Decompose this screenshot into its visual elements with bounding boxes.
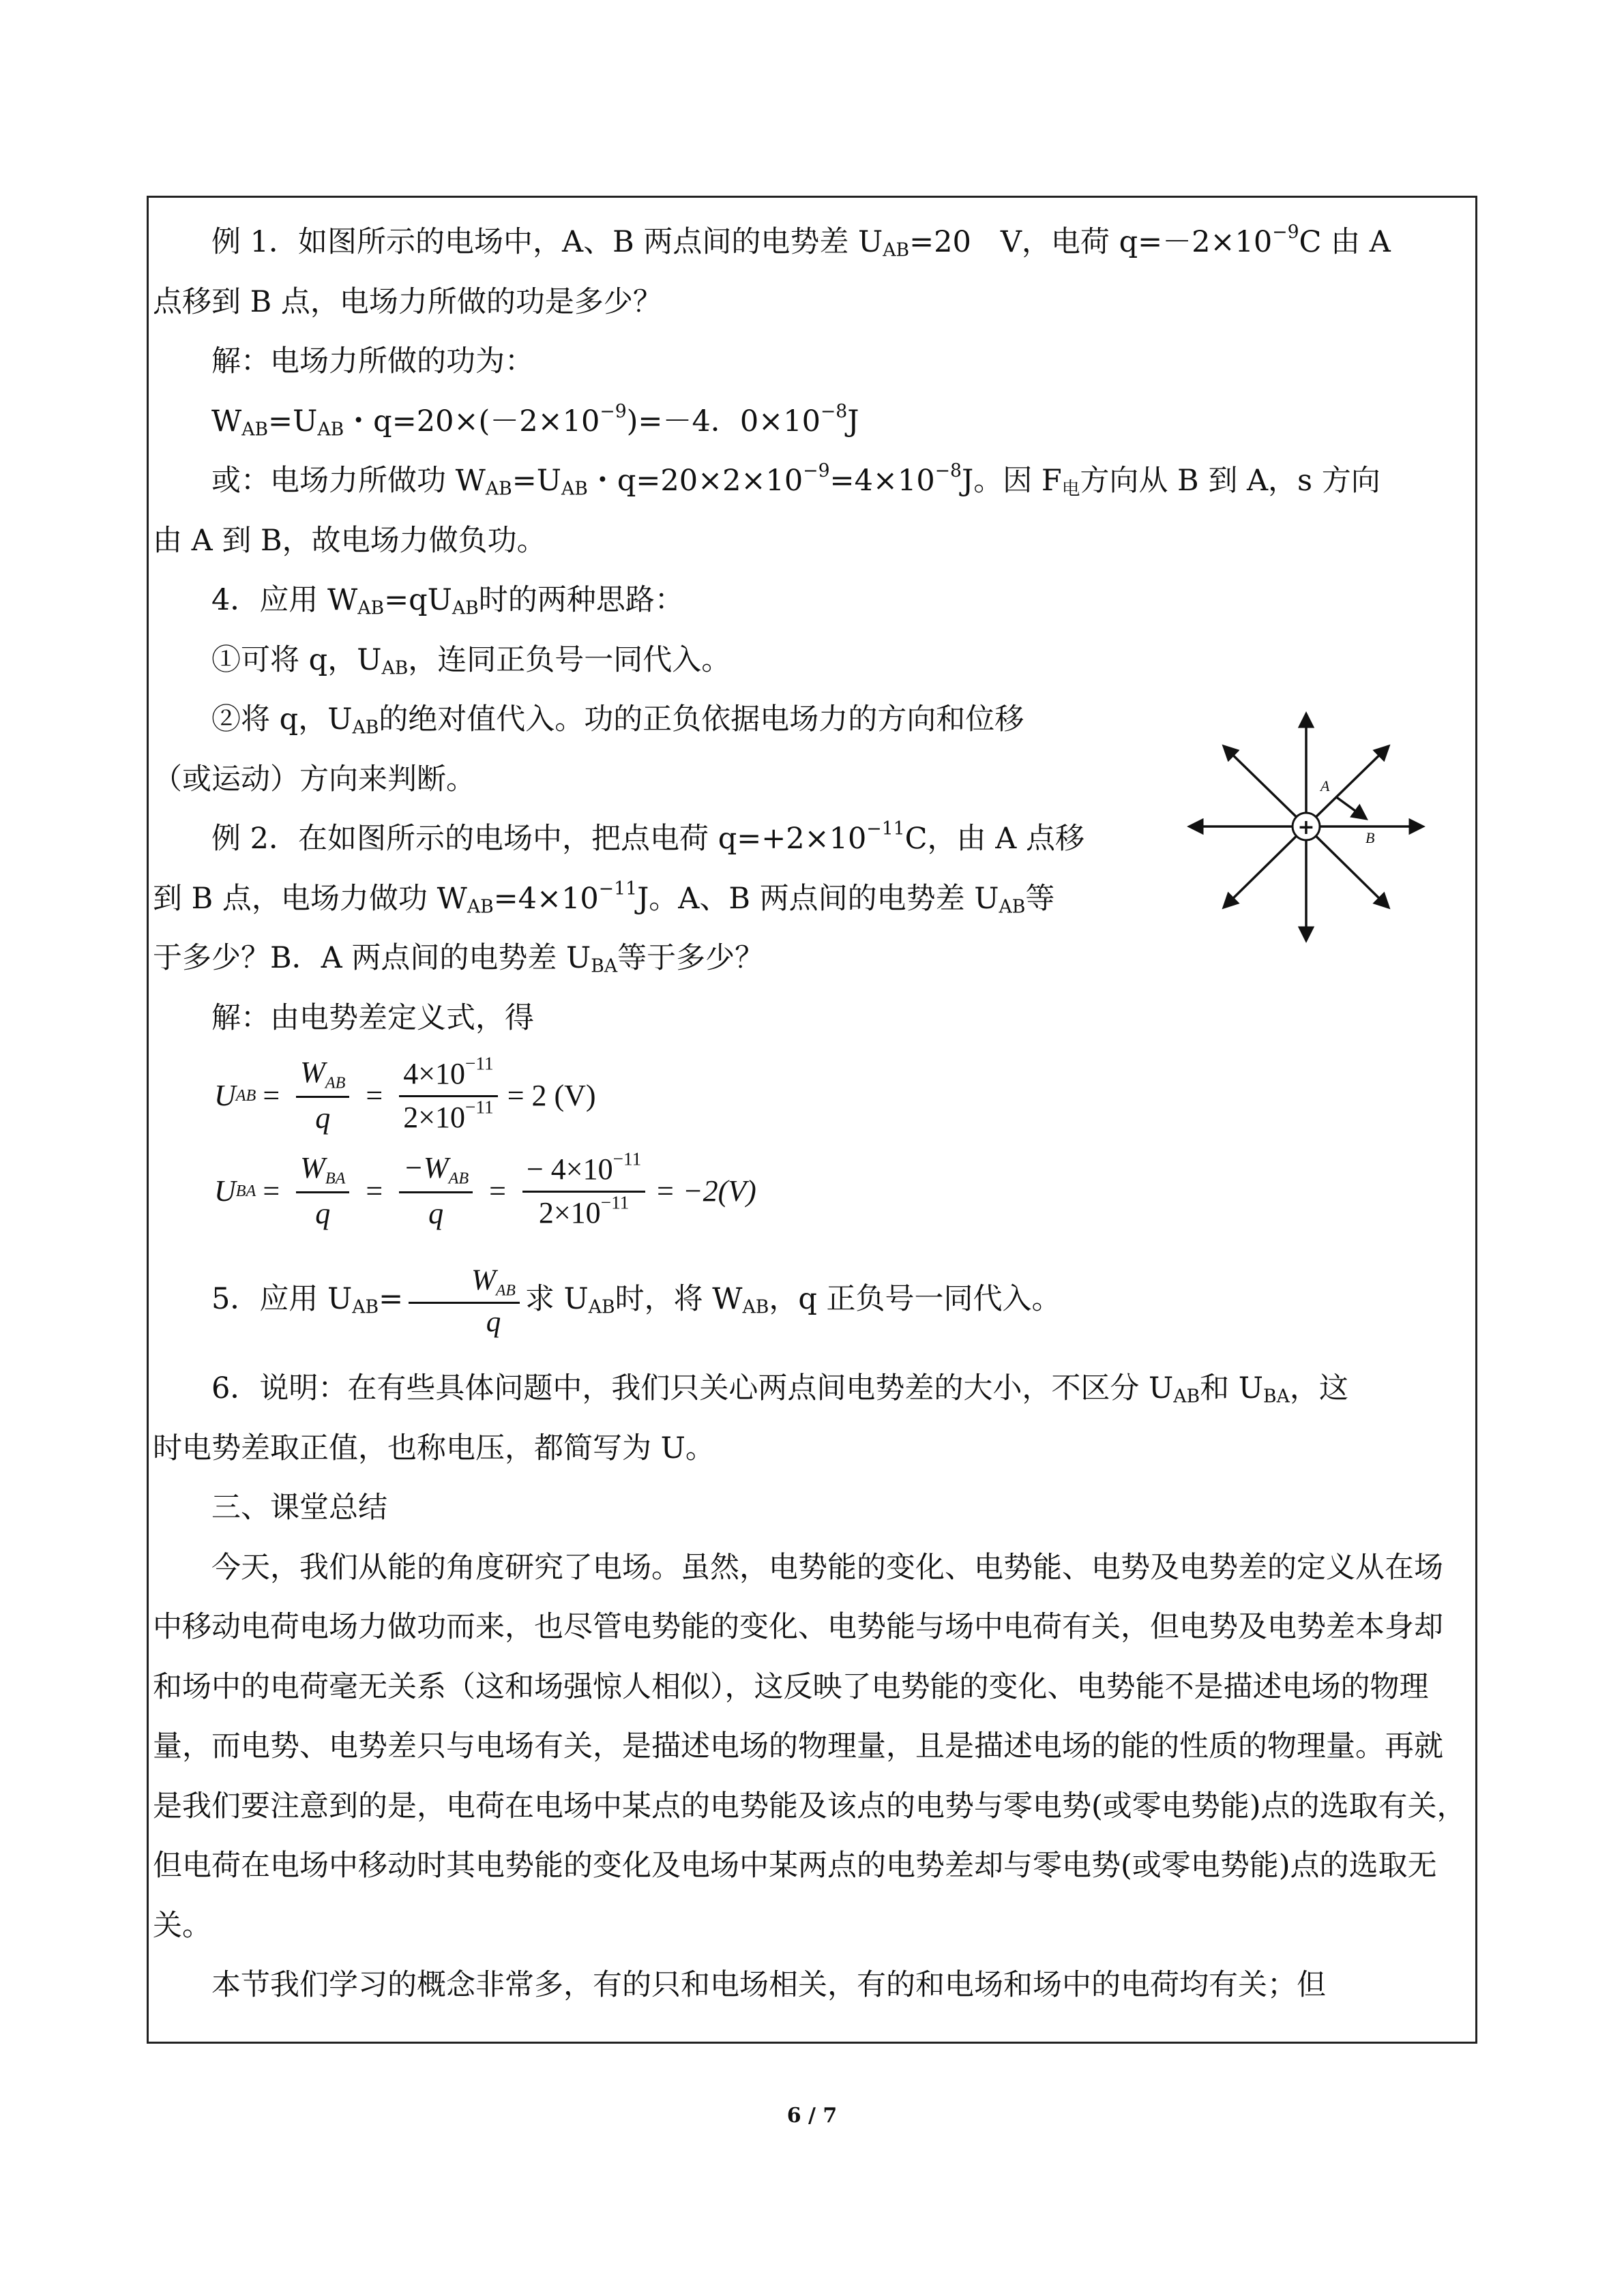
- point-a-label: A: [1320, 777, 1330, 794]
- summary-paragraph2: 本节我们学习的概念非常多，有的只和电场相关，有的和电场和场中的电荷均有关；但: [211, 1968, 1326, 2002]
- fraction-wab-over-q: $\frac{\text{WAB}}{q}$: [296, 1055, 349, 1136]
- point5: 5．应用 $U_{AB}=$ $\frac{\text{WAB}}{q}$ 求 $U_{AB}$时，将 $W_{AB}$，q 正负号一同代入。: [211, 1264, 1061, 1338]
- example2-equations: [214, 1048, 1467, 1239]
- equation-uab: U AB = $\frac{\text{WAB}}{q}$ = $\frac{4\times 10^{-11}}{2\times 10^{-11}}$ = 2 (V): [214, 1048, 1467, 1144]
- point6: 6．说明：在有些具体问题中，我们只关心两点间电势差的大小，不区分 $U_{AB}$和 $U_{BA}$，这: [211, 1371, 1348, 1407]
- point4-item1: ①可将 q，$U_{AB}$，连同正负号一同代入。: [211, 642, 731, 679]
- example2-line3: 于多少？B．A 两点间的电势差 $U_{BA}$等于多少？: [153, 941, 765, 977]
- fraction-values-ba: $\frac{- 4\times 10^{-11}}{2\times 10^{-11}}$: [522, 1152, 645, 1232]
- example1-solution-heading: 解：电场力所做的功为：: [211, 344, 534, 378]
- fraction-values-ab: $\frac{4\times 10^{-11}}{2\times 10^{-11}}$: [399, 1056, 497, 1136]
- content-body: [149, 213, 1475, 2016]
- fraction-neg-wab-over-q: $\frac{\text{−WAB}}{q}$: [399, 1150, 473, 1232]
- example1-line2: 点移到 B 点，电场力所做的功是多少？: [153, 284, 662, 319]
- equation-uba: U BA = $\frac{\text{WBA}}{q}$ = $\frac{\text{−WAB}}{q}$ = $\frac{- 4\times 10^{-11}}{2\times 10^{-11}}$ = −2(V): [214, 1144, 1467, 1239]
- point4-heading: 4．应用 $W_{AB}=qU_{AB}$时的两种思路：: [211, 583, 684, 619]
- lesson-content-box: [147, 196, 1477, 2044]
- example2-line2: 到 B 点，电场力做功 $W_{AB}=4\times 10^{-11}J$。A、B 两点间的电势差 $U_{AB}$等: [153, 878, 1055, 918]
- point6-line2: 时电势差取正值，也称电压，都简写为 U。: [153, 1431, 715, 1465]
- example2-line1: 例 2．在如图所示的电场中，把点电荷 $q=+2\times 10^{-11}C$，由 A 点移: [211, 818, 1084, 856]
- page-number: 6 / 7: [786, 2104, 838, 2128]
- point-b-label: B: [1365, 829, 1375, 846]
- point4-item2: ②将 q，$U_{AB}$的绝对值代入。功的正负依据电场力的方向和位移: [211, 702, 1024, 739]
- displacement-a-to-b: [1335, 796, 1365, 818]
- fraction-wba-over-q: $\frac{\text{WBA}}{q}$: [296, 1150, 349, 1232]
- summary-paragraph1: 今天，我们从能的角度研究了电场。虽然，电势能的变化、电势能、电势及电势差的定义从在场中移动电荷电场力做功而来，也尽管电势能的变化、电势能与场中电荷有关，但电势及电势差本身却和场中的电荷毫无关系（这和场强惊人相似），这反映了电势能的变化、电势能不是描述电场的物理量，而电势、电势差只与电场有关，是描述电场的物理量，且是描述电场的能的性质的物理量。再就是我们要注意到的是，电荷在电场中某点的电势能及该点的电势与零电势(或零电势能)点的选取有关，但电荷在电场中移动时其电势能的变化及电场中某两点的电势差却与零电势(或零电势能)点的选取无关。: [153, 1550, 1466, 1943]
- point4-item2-line2: （或运动）方向来判断。: [153, 762, 475, 796]
- example2-solution-heading: 解：由电势差定义式，得: [211, 1000, 534, 1035]
- example1-line1: 例 1．如图所示的电场中，A、B 两点间的电势差 $U_{AB}=20$ V，电荷 $q=-2\times 10^{-9}C$ 由 A: [211, 222, 1391, 261]
- field-line-up-left: [1224, 747, 1306, 826]
- example1-alternative: 或：电场力所做功 $W_{AB}=U_{AB}$・$q=20\times 2\times 10^{-9}=4\times 10^{-8}J$。因 $F_电$方向从 B 到 A，s 方向: [211, 460, 1381, 500]
- field-line-down-right: [1306, 826, 1388, 907]
- point-charge-field-diagram: [1187, 709, 1432, 944]
- charge-sign: +: [1297, 816, 1315, 839]
- example1-equation: $W_{AB}=U_{AB}$・$q=20\times(-2\times 10^{-9})=-4$．$0\times 10^{-8}J$: [211, 400, 859, 441]
- field-line-down-left: [1224, 826, 1306, 907]
- summary-heading: 三、课堂总结: [211, 1491, 387, 1525]
- example1-alternative-line2: 由 A 到 B，故电场力做负功。: [153, 523, 546, 558]
- field-line-up-right: [1306, 747, 1388, 826]
